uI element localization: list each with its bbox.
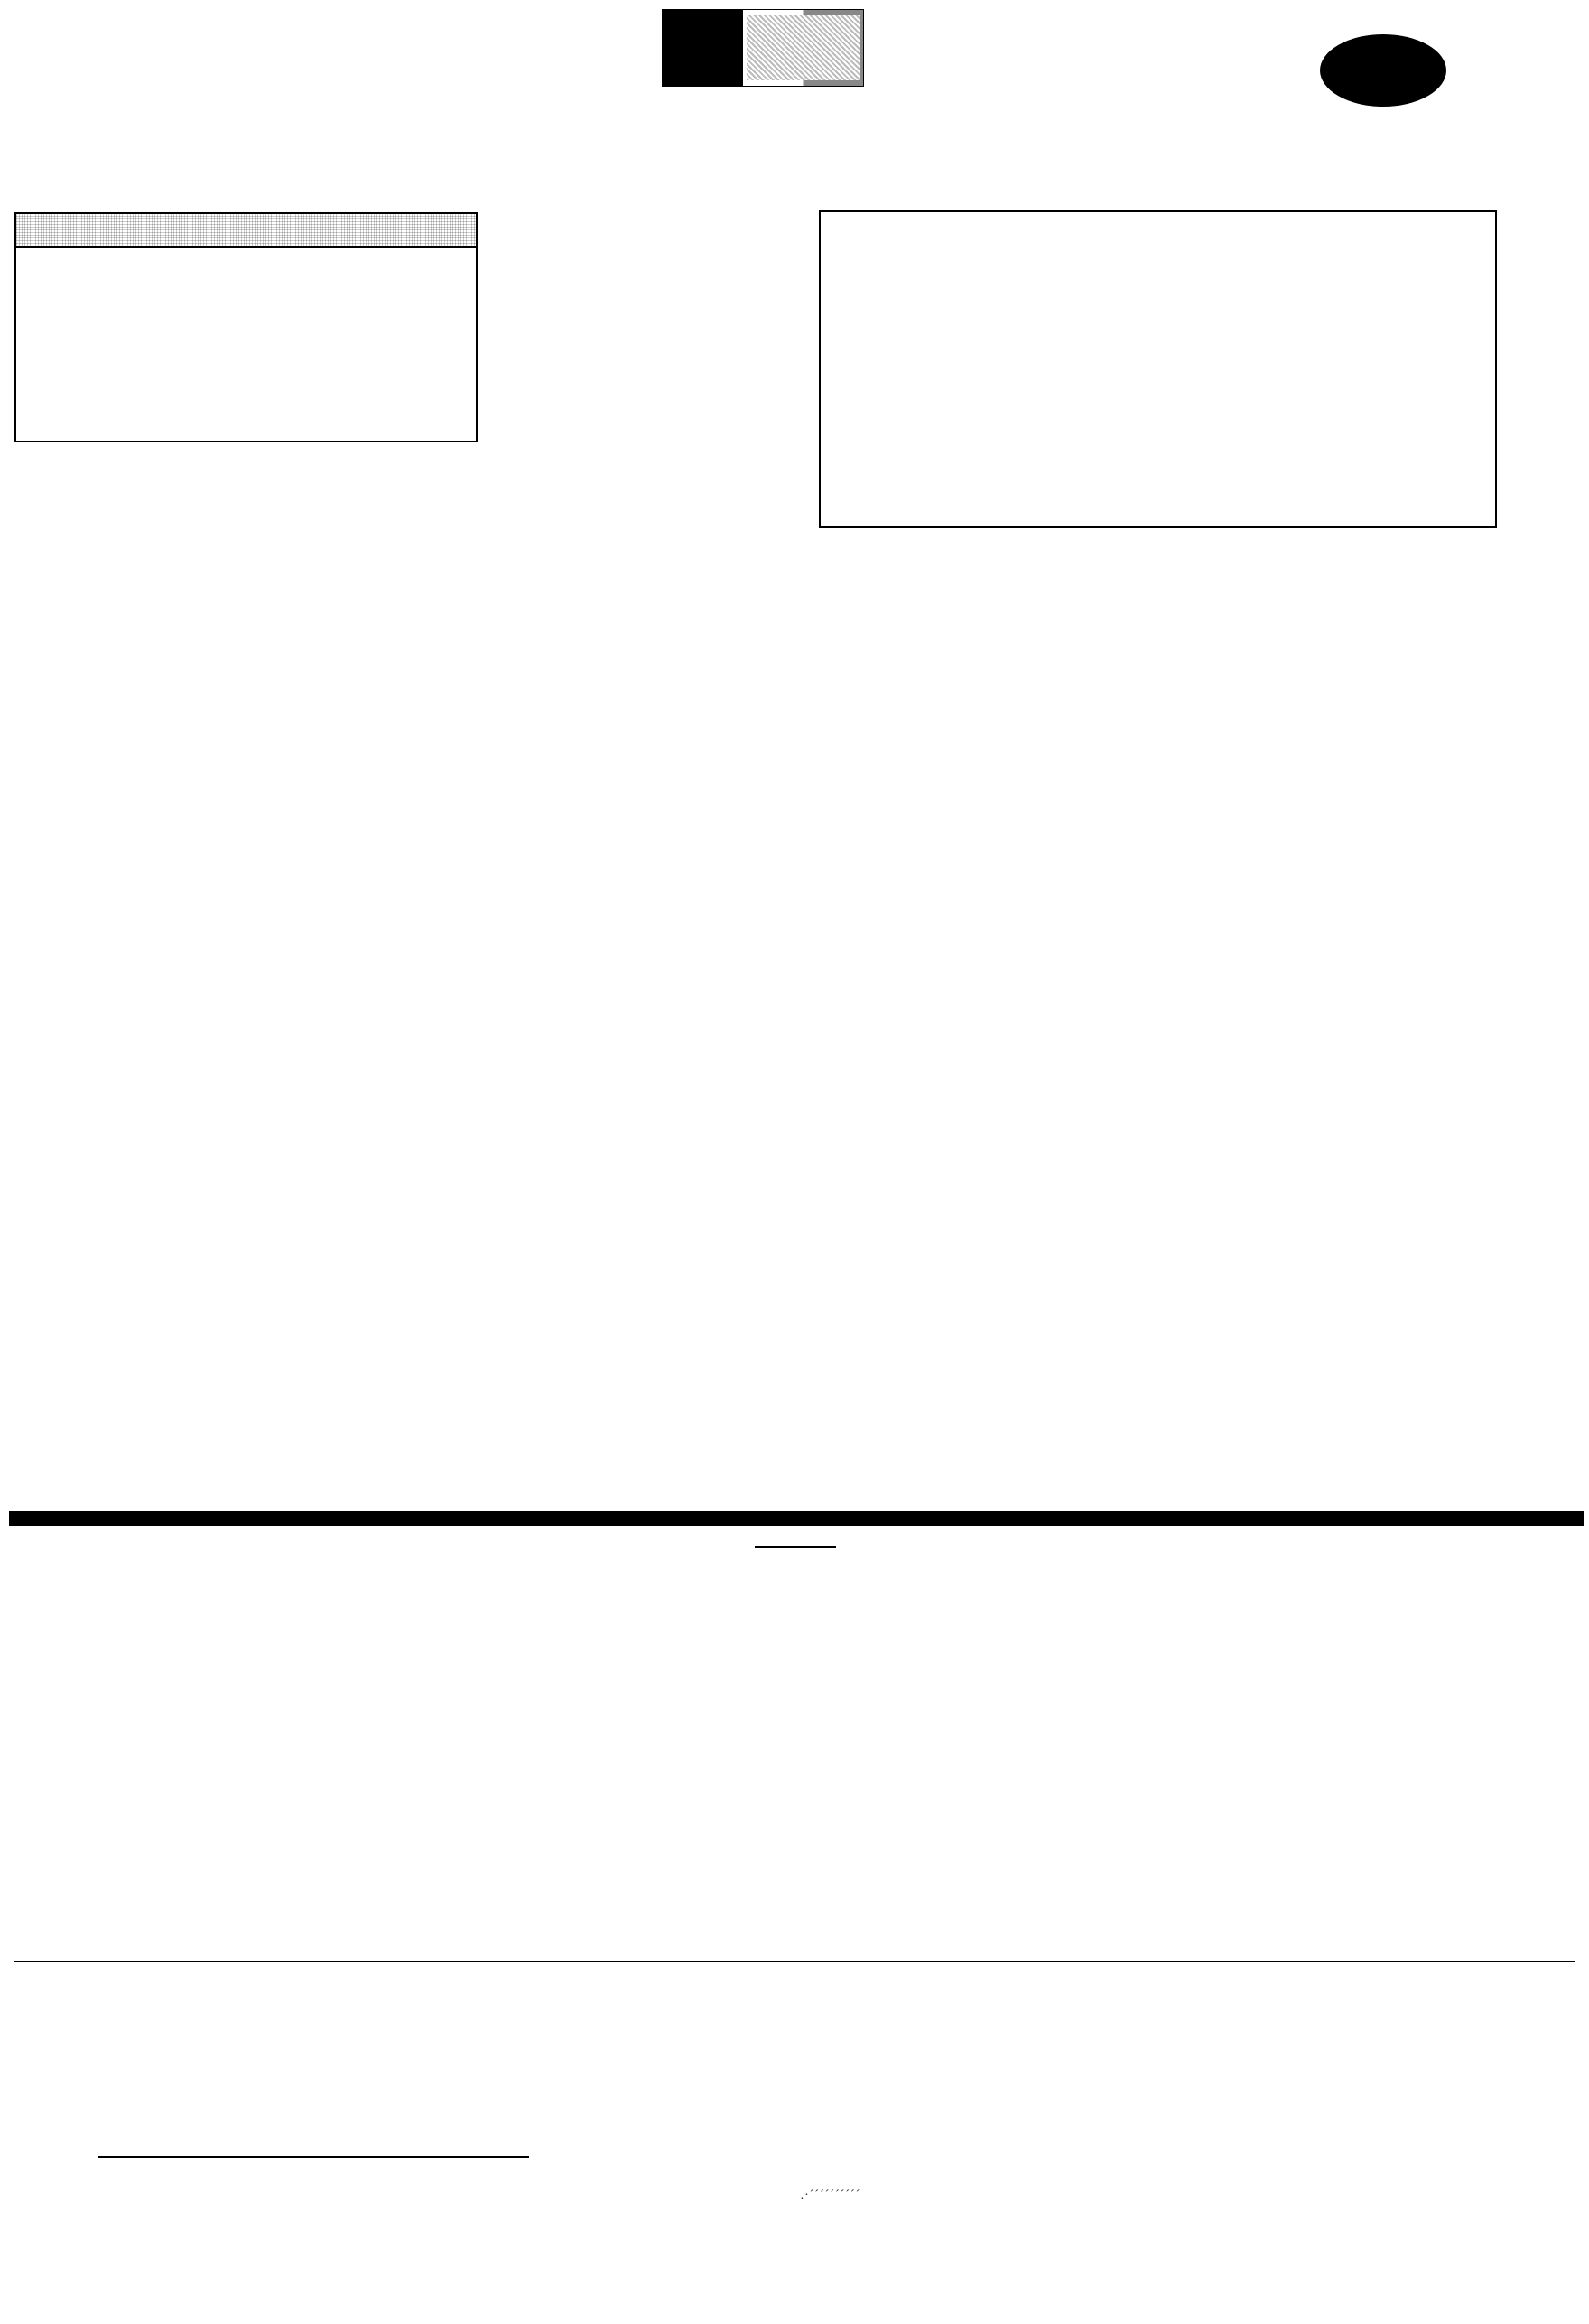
footnote-divider (98, 2156, 529, 2158)
contact-box-title (16, 214, 476, 248)
cerfa-logo (1320, 34, 1446, 107)
contact-box (14, 212, 478, 442)
marianne-logo (662, 9, 869, 131)
seal-ornament-icon: .·´´´´´´´´´´ (800, 2189, 861, 2202)
ministry-seal (632, 2187, 1029, 2322)
separator-bar (9, 1511, 1584, 1526)
marianne-flag-icon (662, 9, 864, 87)
short-divider (755, 1546, 836, 1548)
cnil-divider (14, 1961, 1575, 1962)
address-box (819, 210, 1497, 528)
